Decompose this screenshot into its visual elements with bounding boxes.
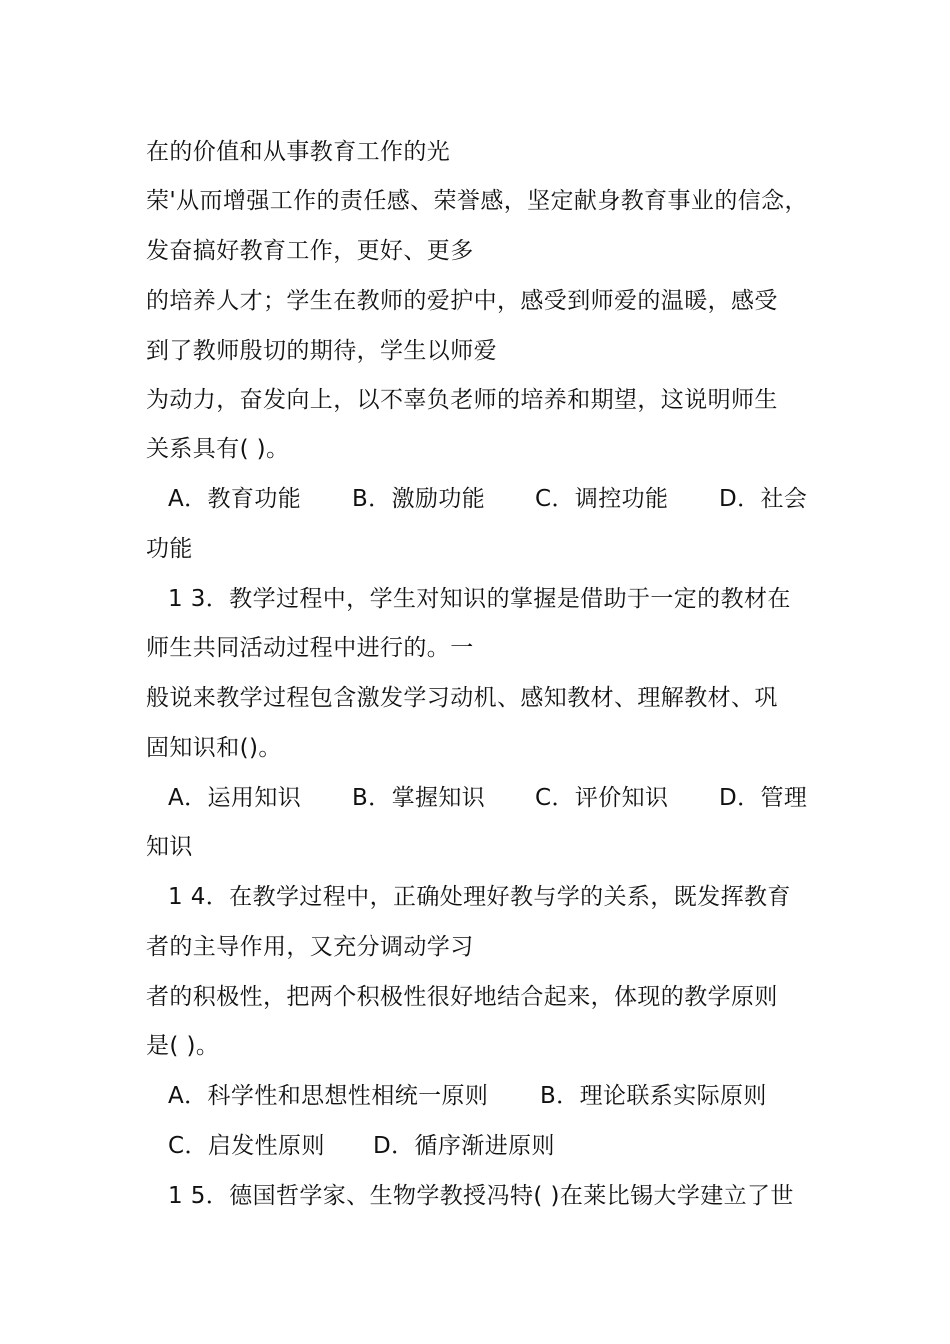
q12-options	[168, 484, 818, 514]
q13-option-b: B．掌握知识	[352, 785, 486, 811]
q12-option-d: D．社会	[719, 486, 808, 512]
q12-option-b: B．激励功能	[352, 486, 486, 512]
q14-text: 是( )。	[146, 1033, 220, 1059]
q14-options-row2	[168, 1131, 818, 1161]
q13-text: 般说来教学过程包含激发学习动机、感知教材、理解教材、巩	[146, 685, 778, 711]
q13-text: 1 3．教学过程中，学生对知识的掌握是借助于一定的教材在	[168, 586, 791, 612]
q12-option-d-continued: 功能	[146, 536, 193, 562]
text-line: 在的价值和从事教育工作的光	[146, 139, 451, 165]
q13-options	[168, 783, 818, 813]
q14-text: 者的积极性，把两个积极性很好地结合起来，体现的教学原则	[146, 984, 778, 1010]
q15-text: 1 5．德国哲学家、生物学教授冯特( )在莱比锡大学建立了世	[168, 1183, 794, 1209]
q13-option-a: A．运用知识	[168, 785, 302, 811]
text-line: 关系具有( )。	[146, 436, 290, 462]
q13-option-d-continued: 知识	[146, 834, 193, 860]
q13-text: 师生共同活动过程中进行的。一	[146, 635, 474, 661]
q14-option-b: B．理论联系实际原则	[540, 1083, 767, 1109]
q14-option-a: A．科学性和思想性相统一原则	[168, 1083, 489, 1109]
q13-text: 固知识和()。	[146, 735, 282, 761]
q14-text: 1 4．在教学过程中，正确处理好教与学的关系，既发挥教育	[168, 884, 791, 910]
q13-option-d: D．管理	[719, 785, 808, 811]
q12-option-c: C．调控功能	[535, 486, 669, 512]
q14-option-d: D．循序渐进原则	[373, 1133, 555, 1159]
text-line: 荣'从而增强工作的责任感、荣誉感，坚定献身教育事业的信念，	[146, 188, 808, 214]
text-line: 的培养人才；学生在教师的爱护中，感受到师爱的温暖，感受	[146, 288, 778, 314]
q12-option-a: A．教育功能	[168, 486, 302, 512]
q13-option-c: C．评价知识	[535, 785, 669, 811]
text-line: 为动力，奋发向上，以不辜负老师的培养和期望，这说明师生	[146, 387, 778, 413]
q14-option-c: C．启发性原则	[168, 1133, 325, 1159]
q14-text: 者的主导作用，又充分调动学习	[146, 934, 474, 960]
text-line: 到了教师殷切的期待，学生以师爱	[146, 338, 497, 364]
text-line: 发奋搞好教育工作，更好、更多	[146, 238, 474, 264]
q14-options-row1	[168, 1081, 818, 1111]
